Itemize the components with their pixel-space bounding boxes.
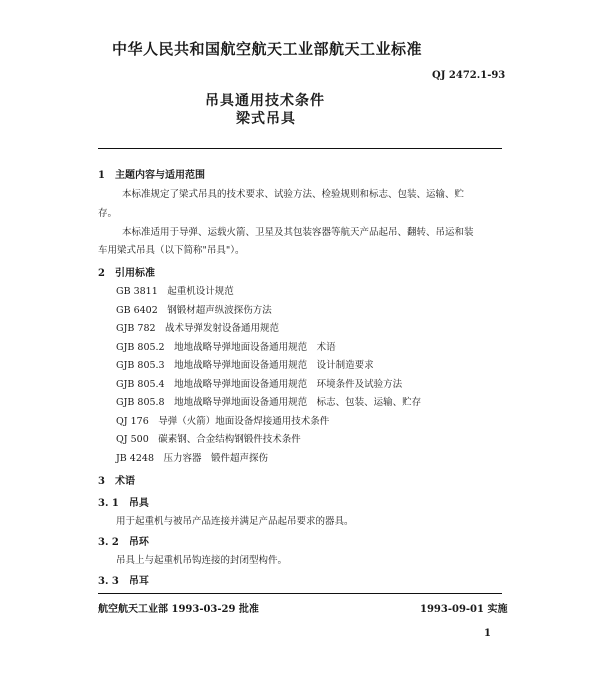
reference-item: QJ 176 导弹（火箭）地面设备焊接通用技术条件	[116, 416, 330, 427]
section-2-heading: 2 引用标准	[98, 268, 155, 279]
bottom-divider	[98, 593, 502, 594]
section-1-para1-line2: 存。	[98, 208, 118, 219]
page-number: 1	[484, 628, 491, 639]
top-divider	[98, 148, 502, 149]
document-subtitle: 梁式吊具	[236, 111, 296, 127]
section-1-para1-line1: 本标准规定了梁式吊具的技术要求、试验方法、检验规则和标志、包装、运输、贮	[122, 189, 465, 200]
term-3-2-text: 吊具上与起重机吊钩连接的封闭型构件。	[116, 555, 288, 566]
approval-date: 航空航天工业部 1993-03-29 批准	[98, 604, 259, 615]
section-1-para2-line1: 本标准适用于导弹、运载火箭、卫星及其包装容器等航天产品起吊、翻转、吊运和装	[122, 227, 474, 238]
term-3-3-heading: 3. 3 吊耳	[98, 576, 149, 587]
document-title: 吊具通用技术条件	[205, 93, 325, 109]
reference-item: GJB 805.4 地地战略导弹地面设备通用规范 环境条件及试验方法	[116, 379, 403, 390]
reference-item: JB 4248 压力容器 锻件超声探伤	[116, 453, 268, 464]
reference-item: GB 6402 钢锻材超声纵波探伤方法	[116, 305, 272, 316]
reference-item: GB 3811 起重机设计规范	[116, 286, 234, 297]
implementation-date: 1993-09-01 实施	[420, 604, 508, 615]
reference-item: GJB 805.2 地地战略导弹地面设备通用规范 术语	[116, 342, 336, 353]
reference-item: GJB 805.8 地地战略导弹地面设备通用规范 标志、包装、运输、贮存	[116, 397, 422, 408]
reference-item: GJB 805.3 地地战略导弹地面设备通用规范 设计制造要求	[116, 360, 374, 371]
section-3-heading: 3 术语	[98, 476, 135, 487]
reference-item: GJB 782 战术导弹发射设备通用规范	[116, 323, 280, 334]
section-1-heading: 1 主题内容与适用范围	[98, 170, 205, 181]
standard-number: QJ 2472.1-93	[432, 70, 506, 81]
section-1-para2-line2: 车用梁式吊具（以下简称"吊具"）。	[98, 245, 245, 256]
term-3-2-heading: 3. 2 吊环	[98, 537, 149, 548]
document-header: 中华人民共和国航空航天工业部航天工业标准	[112, 40, 423, 58]
reference-item: QJ 500 碳素钢、合金结构钢锻件技术条件	[116, 434, 301, 445]
term-3-1-heading: 3. 1 吊具	[98, 498, 149, 509]
term-3-1-text: 用于起重机与被吊产品连接并满足产品起吊要求的器具。	[116, 516, 354, 527]
